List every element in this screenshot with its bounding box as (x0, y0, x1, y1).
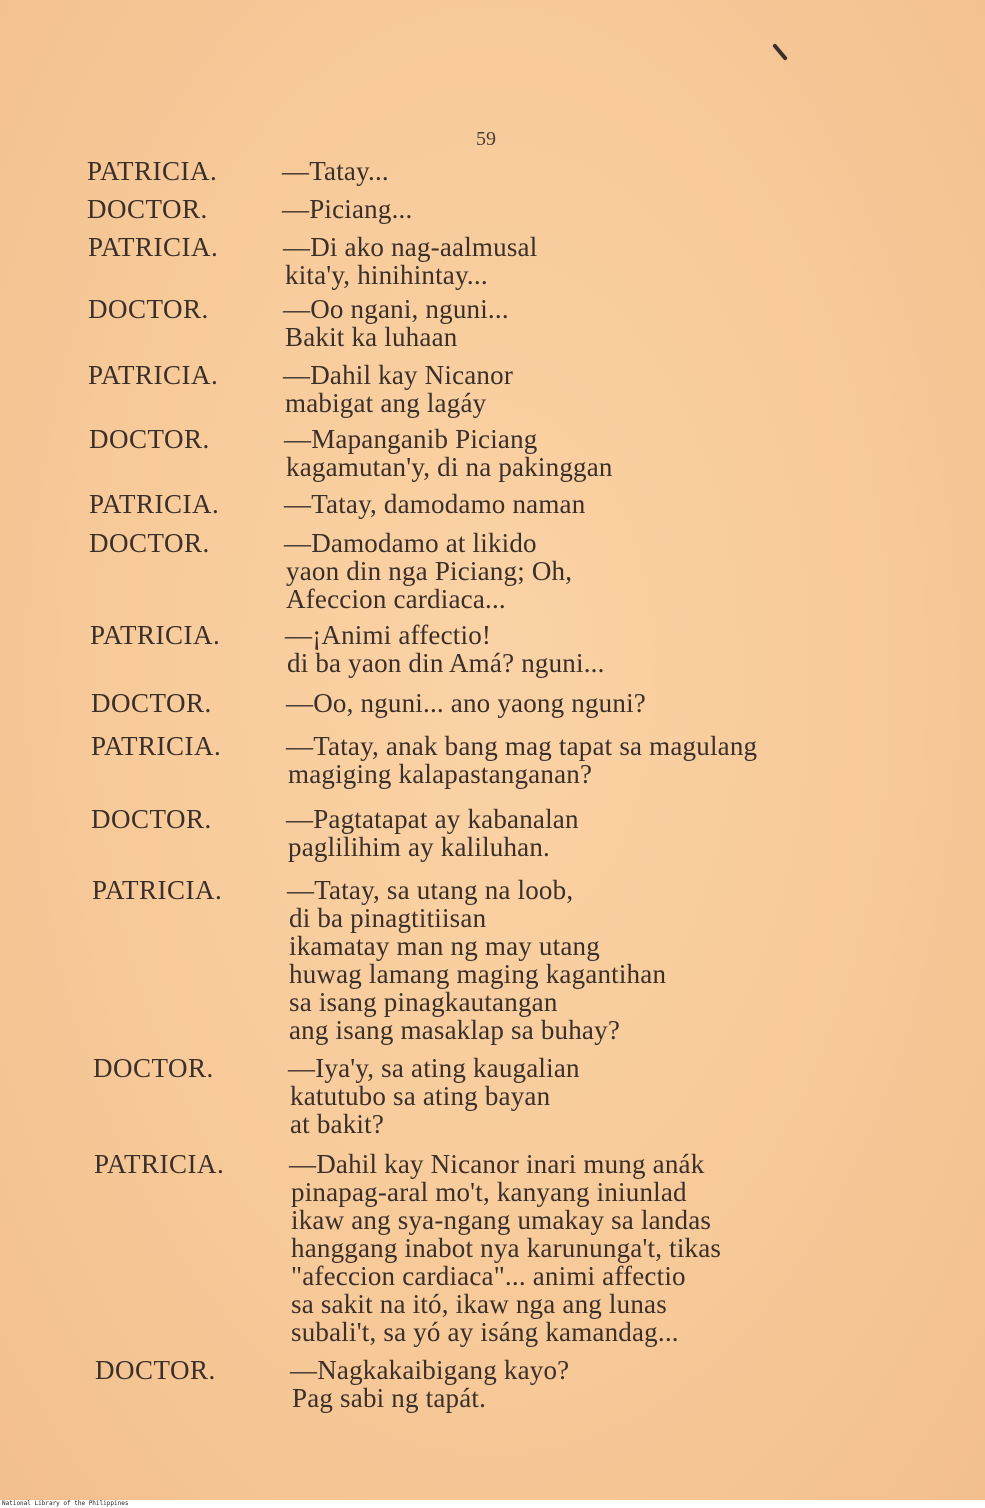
ink-mark (772, 43, 788, 61)
dialogue-line: katutubo sa ating bayan (290, 1081, 551, 1111)
dialogue-line: Pag sabi ng tapát. (292, 1383, 487, 1413)
speaker-label: DOCTOR. (87, 194, 208, 224)
speaker-label: DOCTOR. (89, 528, 210, 558)
speaker-label: PATRICIA. (87, 156, 218, 186)
dialogue-line: kagamutan'y, di na pakinggan (286, 452, 613, 482)
speaker-label: PATRICIA. (90, 620, 221, 650)
dialogue-line: —Di ako nag-aalmusal (283, 232, 538, 262)
dialogue-line: "afeccion cardiaca"... animi affectio (291, 1261, 686, 1291)
dialogue-line: Bakit ka luhaan (285, 322, 458, 352)
dialogue-line: di ba pinagtitiisan (289, 903, 487, 933)
speaker-label: DOCTOR. (91, 688, 212, 718)
dialogue-line: ang isang masaklap sa buhay? (289, 1015, 620, 1045)
speaker-label: DOCTOR. (88, 294, 209, 324)
dialogue-line: —Dahil kay Nicanor inari mung anák (289, 1149, 705, 1179)
dialogue-line: Afeccion cardiaca... (286, 584, 506, 614)
dialogue-line: ikaw ang sya-ngang umakay sa landas (291, 1205, 712, 1235)
speaker-label: PATRICIA. (88, 232, 219, 262)
dialogue-line: —Damodamo at likido (284, 528, 537, 558)
dialogue-line: —Oo ngani, nguni... (283, 294, 509, 324)
speaker-label: DOCTOR. (93, 1053, 214, 1083)
dialogue-line: —Dahil kay Nicanor (283, 360, 514, 390)
dialogue-line: yaon din nga Piciang; Oh, (286, 556, 573, 586)
dialogue-line: —Nagkakaibigang kayo? (290, 1355, 570, 1385)
dialogue-line: —Tatay, anak bang mag tapat sa magulang (286, 731, 758, 761)
page-number: 59 (476, 128, 496, 150)
speaker-label: PATRICIA. (94, 1149, 225, 1179)
dialogue-line: —Iya'y, sa ating kaugalian (288, 1053, 580, 1083)
dialogue-line: —Piciang... (282, 194, 413, 224)
speaker-label: DOCTOR. (89, 424, 210, 454)
speaker-label: DOCTOR. (95, 1355, 216, 1385)
dialogue-line: huwag lamang maging kagantihan (289, 959, 667, 989)
dialogue-line: —Oo, nguni... ano yaong nguni? (286, 688, 646, 718)
dialogue-line: —Mapanganib Piciang (284, 424, 538, 454)
dialogue-line: sa sakit na itó, ikaw nga ang lunas (291, 1289, 667, 1319)
dialogue-line: —¡Animi affectio! (285, 620, 492, 650)
dialogue-line: mabigat ang lagáy (285, 388, 487, 418)
dialogue-line: kita'y, hinihintay... (285, 260, 488, 290)
speaker-label: PATRICIA. (89, 489, 220, 519)
dialogue-line: at bakit? (290, 1109, 385, 1139)
dialogue-line: —Pagtatapat ay kabanalan (286, 804, 579, 834)
dialogue-line: —Tatay, sa utang na loob, (287, 875, 574, 905)
dialogue-line: di ba yaon din Amá? nguni... (287, 648, 605, 678)
dialogue-line: magiging kalapastanganan? (288, 759, 593, 789)
dialogue-line: —Tatay... (282, 156, 389, 186)
dialogue-line: subali't, sa yó ay isáng kamandag... (291, 1317, 679, 1347)
speaker-label: PATRICIA. (91, 731, 222, 761)
dialogue-line: pinapag-aral mo't, kanyang iniunlad (291, 1177, 687, 1207)
speaker-label: PATRICIA. (92, 875, 223, 905)
speaker-label: PATRICIA. (88, 360, 219, 390)
speaker-label: DOCTOR. (91, 804, 212, 834)
dialogue-line: sa isang pinagkautangan (289, 987, 558, 1017)
dialogue-line: —Tatay, damodamo naman (284, 489, 586, 519)
dialogue-line: hanggang inabot nya karununga't, tikas (291, 1233, 722, 1263)
dialogue-line: ikamatay man ng may utang (289, 931, 600, 961)
footer-credit: National Library of the Philippines (2, 1500, 985, 1508)
dialogue-line: paglilihim ay kaliluhan. (288, 832, 550, 862)
